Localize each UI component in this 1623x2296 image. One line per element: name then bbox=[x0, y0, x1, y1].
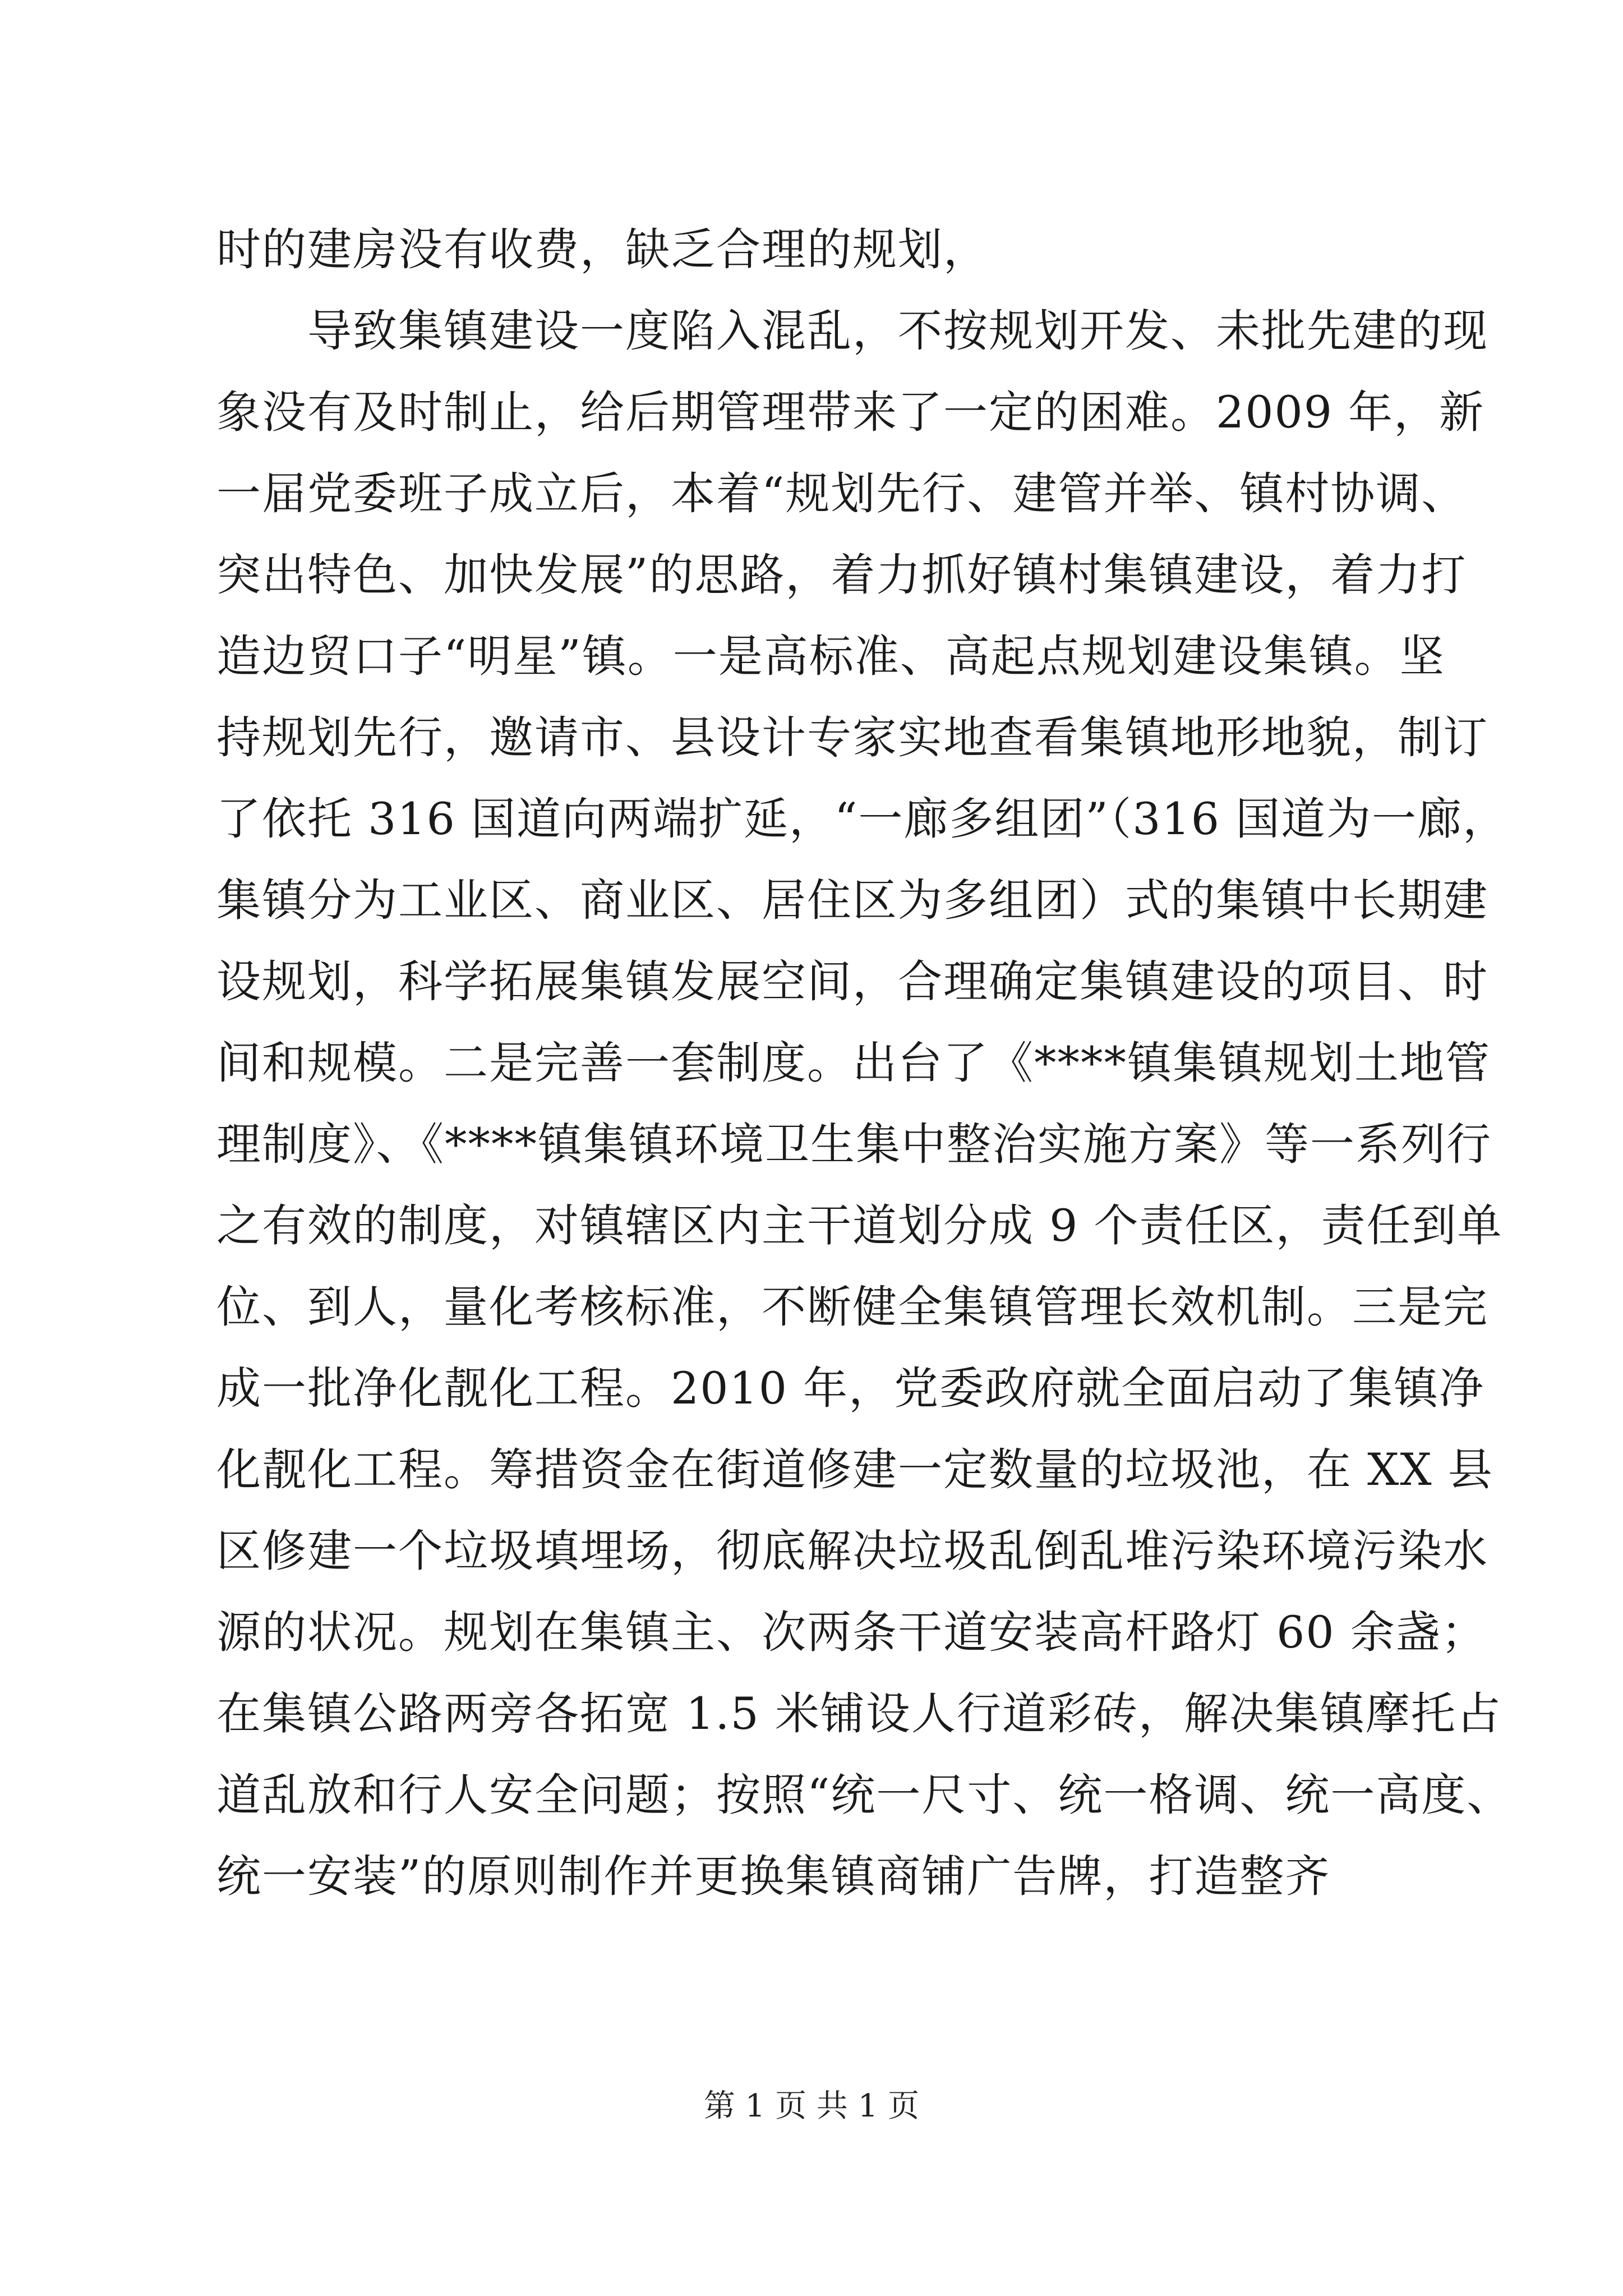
body-text-line: 集镇分为工业区、商业区、居住区为多组团）式的集镇中长期建 bbox=[216, 875, 1488, 926]
body-text-line: 化靓化工程。筹措资金在街道修建一定数量的垃圾池，在 XX 县 bbox=[216, 1444, 1493, 1496]
body-text-line: 持规划先行，邀请市、县设计专家实地查看集镇地形地貌，制订 bbox=[216, 712, 1488, 763]
body-text-line: 之有效的制度，对镇辖区内主干道划分成 9 个责任区，责任到单 bbox=[216, 1200, 1503, 1251]
body-text-line: 区修建一个垃圾填埋场，彻底解决垃圾乱倒乱堆污染环境污染水 bbox=[216, 1525, 1488, 1577]
page-number-footer: 第 1 页 共 1 页 bbox=[703, 2088, 920, 2124]
body-text-line: 成一批净化靓化工程。2010 年，党委政府就全面启动了集镇净 bbox=[216, 1363, 1485, 1414]
body-text-line: 导致集镇建设一度陷入混乱，不按规划开发、未批先建的现 bbox=[216, 305, 1488, 357]
body-text-line: 时的建房没有收费，缺乏合理的规划， bbox=[216, 224, 989, 275]
body-text-line: 在集镇公路两旁各拓宽 1.5 米铺设人行道彩砖，解决集镇摩托占 bbox=[216, 1688, 1502, 1740]
body-text-line: 位、到人，量化考核标准，不断健全集镇管理长效机制。三是完 bbox=[216, 1281, 1488, 1333]
body-text-line: 象没有及时制止，给后期管理带来了一定的困难。2009 年，新 bbox=[216, 386, 1485, 438]
body-text-line: 源的状况。规划在集镇主、次两条干道安装高杆路灯 60 余盏； bbox=[216, 1607, 1487, 1658]
body-text-line: 设规划，科学拓展集镇发展空间，合理确定集镇建设的项目、时 bbox=[216, 956, 1488, 1007]
body-text-line: 造边贸口子“明星”镇。一是高标准、高起点规划建设集镇。坚 bbox=[216, 631, 1445, 682]
body-text-line: 间和规模。二是完善一套制度。出台了《****镇集镇规划土地管 bbox=[216, 1037, 1491, 1089]
body-text-line: 了依托 316 国道向两端扩延，“一廊多组团”（316 国道为一廊， bbox=[216, 793, 1509, 845]
body-text-line: 统一安装”的原则制作并更换集镇商铺广告牌，打造整齐 bbox=[216, 1851, 1331, 1902]
body-text-line: 道乱放和行人安全问题；按照“统一尺寸、统一格调、统一高度、 bbox=[216, 1769, 1513, 1821]
body-text-line: 突出特色、加快发展”的思路，着力抓好镇村集镇建设，着力打 bbox=[216, 549, 1467, 601]
body-text-line: 一届党委班子成立后，本着“规划先行、建管并举、镇村协调、 bbox=[216, 468, 1467, 519]
body-text-line: 理制度》、《****镇集镇环境卫生集中整治实施方案》等一系列行 bbox=[216, 1119, 1492, 1170]
